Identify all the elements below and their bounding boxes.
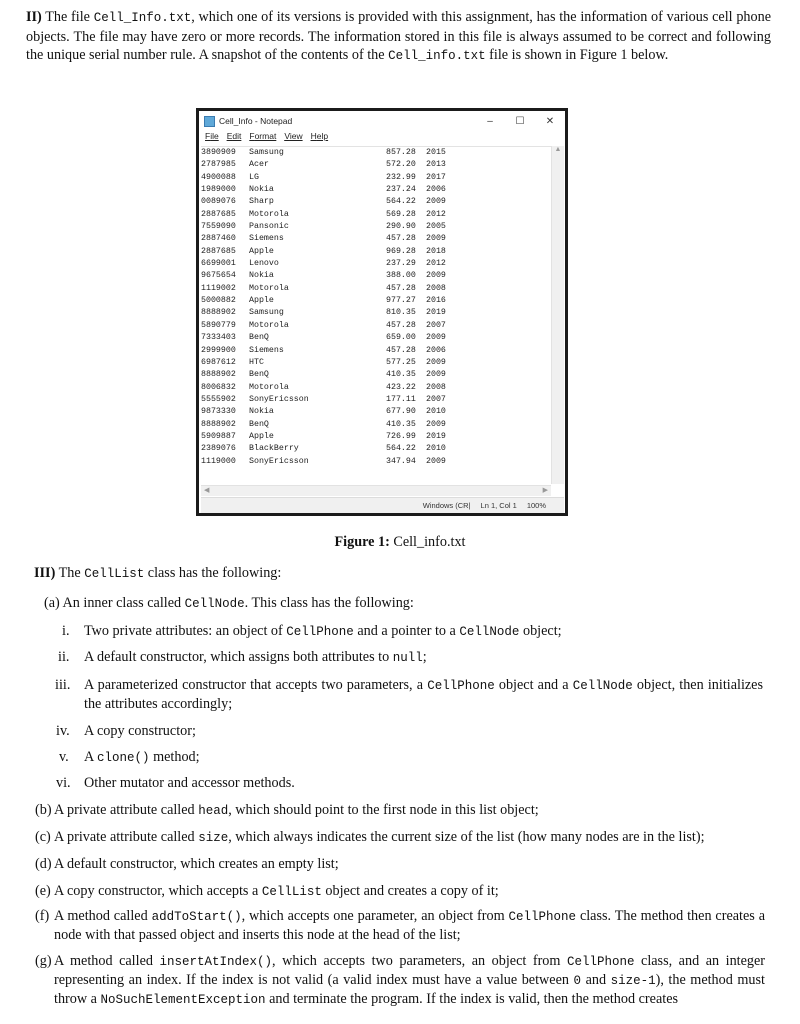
item-label: vi. (56, 775, 71, 791)
code: CellList (261, 885, 322, 899)
record-year: 2009 (426, 357, 446, 367)
code: addToStart() (151, 910, 242, 924)
record-serial: 5909887 (201, 431, 236, 441)
record-row (201, 307, 551, 319)
record-brand: Apple (249, 431, 274, 441)
record-year: 2016 (426, 296, 446, 306)
text-run: A private attribute called (54, 802, 199, 818)
item-b (35, 801, 770, 820)
record-year: 2010 (426, 407, 446, 417)
record-brand: Siemens (249, 234, 284, 244)
record-year: 2009 (426, 370, 446, 380)
item-iv (56, 722, 756, 740)
record-price: 410.35 (386, 370, 416, 380)
record-serial: 2389076 (201, 444, 236, 454)
record-year: 2009 (426, 197, 446, 207)
record-price: 177.11 (386, 394, 416, 404)
code: CellPhone (427, 679, 495, 693)
close-icon[interactable]: ✕ (545, 115, 555, 127)
record-year: 2006 (426, 345, 446, 355)
section-text: The (55, 565, 85, 581)
record-price: 572.20 (386, 160, 416, 170)
record-price: 969.28 (386, 246, 416, 256)
record-row (201, 406, 551, 418)
record-brand: Samsung (249, 148, 284, 157)
record-price: 577.25 (386, 357, 416, 367)
code: head (198, 804, 229, 818)
record-serial: 8888902 (201, 419, 236, 429)
item-c (35, 828, 785, 847)
record-brand: Siemens (249, 345, 284, 355)
text-run: class, and an integer representing an index. If the index is not valid (a valid index must have a value between (54, 953, 766, 988)
text-run: , which should point to the first node in this list object; (228, 802, 539, 818)
record-row (201, 196, 551, 208)
record-year: 2010 (426, 444, 446, 454)
item-text (54, 882, 770, 901)
record-price: 569.28 (386, 209, 416, 219)
record-year: 2009 (426, 271, 446, 281)
text-run: ), the method must throw a (54, 972, 765, 1007)
record-brand: Acer (249, 160, 269, 170)
record-row (201, 172, 551, 184)
record-price: 726.99 (386, 431, 416, 441)
text-run: object and creates a copy of it; (321, 883, 499, 899)
notepad-window (196, 108, 568, 516)
record-serial: 1119002 (201, 283, 236, 293)
record-year: 2008 (426, 283, 446, 293)
text-run: A method called (54, 908, 152, 924)
record-row (201, 233, 551, 245)
record-row (201, 431, 551, 443)
record-year: 2006 (426, 185, 446, 195)
record-price: 677.90 (386, 407, 416, 417)
item-f (35, 907, 765, 944)
record-price: 232.99 (386, 172, 416, 182)
record-serial: 6699001 (201, 259, 236, 269)
caption-text: Cell_info.txt (389, 534, 466, 550)
record-price: 410.35 (386, 419, 416, 429)
text-run: and (581, 972, 611, 988)
record-row (201, 221, 551, 233)
record-brand: BenQ (249, 419, 269, 429)
record-brand: Lenovo (249, 259, 279, 269)
item-label: (a) (44, 595, 60, 611)
record-serial: 1989000 (201, 185, 236, 195)
record-row (201, 209, 551, 221)
record-brand: SonyEricsson (249, 394, 309, 404)
text-run: , which accepts one parameter, an object from (241, 908, 509, 924)
intro-text: file is shown in Figure 1 below. (485, 47, 669, 63)
record-brand: Nokia (249, 407, 274, 417)
record-price: 564.22 (386, 197, 416, 207)
horizontal-scrollbar[interactable] (201, 485, 551, 496)
item-text (54, 907, 765, 944)
record-price: 423.22 (386, 382, 416, 392)
code: NoSuchElementException (100, 993, 266, 1007)
text-run: A default constructor, which assigns both attributes to (84, 649, 393, 665)
intro-text: , which one of its versions is provided with this assignment, has the information of various cell phone objects. The file may have zero or more records. The information stored in this file is always assumed to be correct and following the unique serial number rule. A snapshot of the contents of the (26, 9, 771, 63)
record-row (201, 320, 551, 332)
record-row (201, 369, 551, 381)
text-run: A private attribute called (54, 829, 199, 845)
record-brand: SonyEricsson (249, 456, 309, 466)
record-serial: 1119000 (201, 456, 236, 466)
text-run: A parameterized constructor that accepts two parameters, a (84, 677, 428, 693)
item-iii (55, 676, 763, 713)
record-year: 2015 (426, 148, 446, 157)
record-year: 2019 (426, 431, 446, 441)
record-price: 857.28 (386, 148, 416, 157)
record-price: 659.00 (386, 333, 416, 343)
record-brand: Nokia (249, 271, 274, 281)
record-price: 237.29 (386, 259, 416, 269)
record-price: 457.28 (386, 234, 416, 244)
menu-view[interactable]: View (284, 131, 303, 141)
code: CellNode (459, 625, 520, 639)
item-label: iii. (55, 677, 71, 693)
record-row (201, 295, 551, 307)
item-label: iv. (56, 723, 70, 739)
code: clone() (97, 751, 150, 765)
record-row (201, 345, 551, 357)
intro-text: The file (41, 9, 94, 25)
record-year: 2017 (426, 172, 446, 182)
item-label: (d) (35, 856, 52, 872)
record-brand: Apple (249, 296, 274, 306)
code: CellPhone (286, 625, 354, 639)
code: CellPhone (508, 910, 577, 924)
notepad-titlebar (199, 111, 565, 131)
item-text (84, 648, 758, 667)
record-price: 457.28 (386, 320, 416, 330)
record-row (201, 270, 551, 282)
record-brand: Motorola (249, 209, 289, 219)
menu-edit[interactable]: Edit (226, 131, 242, 141)
record-year: 2007 (426, 394, 446, 404)
record-price: 457.28 (386, 345, 416, 355)
record-serial: 8888902 (201, 370, 236, 380)
text-run: A method called (54, 953, 160, 969)
text-run: class. The method then creates a node with that passed object and inserts this node at the head of the list; (54, 908, 765, 943)
record-brand: LG (249, 172, 259, 182)
record-row (201, 258, 551, 270)
text-run: ; (422, 649, 427, 665)
record-year: 2013 (426, 160, 446, 170)
text-run: object and a (494, 677, 573, 693)
record-serial: 9675654 (201, 271, 236, 281)
status-encoding: Windows (CR| (422, 501, 471, 510)
item-text: A copy constructor; (84, 723, 196, 739)
record-serial: 5890779 (201, 320, 236, 330)
item-d (35, 855, 770, 873)
code: size (198, 831, 229, 845)
item-label: v. (59, 749, 69, 765)
record-price: 564.22 (386, 444, 416, 454)
text-run: and a pointer to a (353, 623, 460, 639)
record-brand: Motorola (249, 283, 289, 293)
text-run: Two private attributes: an object of (84, 623, 287, 639)
vertical-scrollbar[interactable] (551, 146, 564, 484)
item-a (44, 594, 764, 613)
notepad-app-icon (204, 116, 215, 127)
record-brand: Samsung (249, 308, 284, 318)
record-serial: 3890909 (201, 148, 236, 157)
part-label: II) (26, 9, 42, 25)
menu-help[interactable]: Help (310, 131, 329, 141)
code: 0 (573, 974, 582, 988)
record-row (201, 357, 551, 369)
minimize-icon[interactable]: – (487, 115, 493, 127)
menu-file[interactable]: File (205, 131, 219, 141)
record-serial: 5000882 (201, 296, 236, 306)
record-serial: 7559090 (201, 222, 236, 232)
record-brand: Motorola (249, 382, 289, 392)
status-zoom: 100% (526, 501, 546, 510)
record-year: 2009 (426, 419, 446, 429)
record-serial: 6987612 (201, 357, 236, 367)
caption-label: Figure 1: (334, 534, 390, 550)
item-ii (58, 648, 758, 667)
item-text (84, 676, 763, 713)
section-heading (34, 565, 281, 582)
record-brand: BlackBerry (249, 444, 299, 454)
item-text (84, 622, 762, 641)
class-name-code: CellList (84, 567, 145, 581)
record-row (201, 443, 551, 455)
record-price: 977.27 (386, 296, 416, 306)
item-text: An inner class called (59, 595, 185, 611)
record-serial: 2887685 (201, 209, 236, 219)
scroll-left-icon[interactable]: ◀ (204, 487, 210, 494)
item-label: (c) (35, 829, 51, 845)
maximize-icon[interactable]: ☐ (515, 115, 525, 127)
text-run: object; (519, 623, 562, 639)
item-label: ii. (58, 649, 70, 665)
notepad-statusbar (201, 497, 564, 513)
section-text: class has the following: (144, 565, 282, 581)
record-brand: BenQ (249, 333, 269, 343)
record-year: 2012 (426, 209, 446, 219)
record-brand: Apple (249, 246, 274, 256)
text-run: method; (149, 749, 200, 765)
item-vi (56, 774, 756, 792)
record-serial: 4900088 (201, 172, 236, 182)
record-row (201, 332, 551, 344)
code: null (392, 651, 423, 665)
notepad-title: Cell_Info - Notepad (219, 116, 293, 126)
record-serial: 2999900 (201, 345, 236, 355)
record-serial: 2787985 (201, 160, 236, 170)
code: CellNode (184, 597, 245, 611)
record-serial: 8888902 (201, 308, 236, 318)
item-label: (f) (35, 908, 50, 924)
record-year: 2018 (426, 246, 446, 256)
item-text (54, 952, 765, 1009)
record-price: 388.00 (386, 271, 416, 281)
section-label: III) (34, 565, 56, 581)
item-g (35, 952, 765, 1009)
scroll-up-icon[interactable]: ▲ (554, 146, 562, 153)
menu-format[interactable]: Format (249, 131, 277, 141)
text-run: A copy constructor, which accepts a (54, 883, 262, 899)
scroll-right-icon[interactable]: ▶ (542, 487, 548, 494)
item-text: . This class has the following: (244, 595, 414, 611)
record-serial: 5555902 (201, 394, 236, 404)
item-text (54, 828, 785, 847)
item-text: A default constructor, which creates an empty list; (54, 856, 339, 872)
item-label: (e) (35, 883, 51, 899)
record-serial: 2887460 (201, 234, 236, 244)
item-label: (b) (35, 802, 52, 818)
record-year: 2008 (426, 382, 446, 392)
record-price: 290.90 (386, 222, 416, 232)
item-text (54, 801, 770, 820)
record-row (201, 184, 551, 196)
record-serial: 9873330 (201, 407, 236, 417)
record-serial: 2887685 (201, 246, 236, 256)
record-brand: BenQ (249, 370, 269, 380)
record-serial: 8006832 (201, 382, 236, 392)
item-label: i. (62, 623, 70, 639)
record-brand: HTC (249, 357, 264, 367)
record-brand: Motorola (249, 320, 289, 330)
record-year: 2019 (426, 308, 446, 318)
record-brand: Sharp (249, 197, 274, 207)
record-year: 2009 (426, 234, 446, 244)
item-e (35, 882, 770, 901)
notepad-menubar (199, 131, 565, 144)
record-row (201, 419, 551, 431)
text-run: and terminate the program. If the index is valid, then the method creates (265, 991, 679, 1007)
item-text (84, 748, 759, 767)
record-row (201, 382, 551, 394)
code: size-1 (610, 974, 656, 988)
record-year: 2005 (426, 222, 446, 232)
record-year: 2012 (426, 259, 446, 269)
item-i (62, 622, 762, 641)
record-price: 237.24 (386, 185, 416, 195)
record-year: 2007 (426, 320, 446, 330)
item-text: Other mutator and accessor methods. (84, 775, 295, 791)
figure-caption (0, 534, 800, 551)
filename-code: Cell_Info.txt (93, 11, 192, 25)
code: CellPhone (566, 955, 635, 969)
record-year: 2009 (426, 456, 446, 466)
record-price: 810.35 (386, 308, 416, 318)
text-run: object, then initializes the attributes accordingly; (84, 677, 764, 712)
record-year: 2009 (426, 333, 446, 343)
item-v (59, 748, 759, 767)
text-run: , which always indicates the current size of the list (how many nodes are in the list); (228, 829, 705, 845)
record-serial: 0089076 (201, 197, 236, 207)
code: insertAtIndex() (159, 955, 273, 969)
record-price: 347.94 (386, 456, 416, 466)
record-row (201, 456, 551, 468)
record-brand: Nokia (249, 185, 274, 195)
item-label: (g) (35, 953, 52, 969)
notepad-text-area[interactable] (201, 146, 551, 485)
text-run: A (84, 749, 98, 765)
record-row (201, 147, 551, 159)
record-row (201, 283, 551, 295)
record-row (201, 159, 551, 171)
record-price: 457.28 (386, 283, 416, 293)
record-row (201, 246, 551, 258)
record-serial: 7333403 (201, 333, 236, 343)
record-row (201, 394, 551, 406)
filename-code: Cell_info.txt (388, 49, 486, 63)
status-position: Ln 1, Col 1 (480, 501, 517, 510)
intro-paragraph (26, 8, 771, 66)
text-run: , which accepts two parameters, an object from (272, 953, 567, 969)
code: CellNode (572, 679, 633, 693)
record-brand: Pansonic (249, 222, 289, 232)
